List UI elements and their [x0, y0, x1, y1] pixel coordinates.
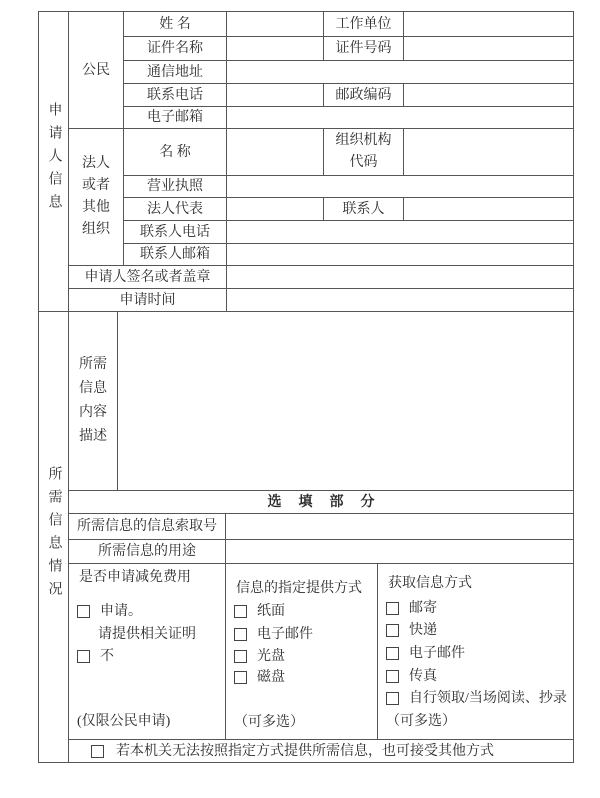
required-section-label: 所需信息情况: [46, 466, 62, 604]
signature-input-cell[interactable]: [227, 266, 574, 289]
option-obtain-email-label: 电子邮件: [409, 646, 465, 661]
email-label: 电子邮箱: [124, 107, 227, 129]
contact-phone-label: 联系人电话: [124, 221, 227, 244]
obtain-method-header: 获取信息方式: [388, 576, 472, 591]
checkbox-pickup-icon[interactable]: [386, 692, 399, 705]
work-unit-input-cell[interactable]: [404, 12, 574, 37]
fallback-option-cell: [69, 740, 574, 763]
cert-no-input-cell[interactable]: [404, 37, 574, 61]
option-obtain-fax-label: 传真: [409, 669, 437, 684]
option-fee-apply-label: 申请。: [100, 604, 142, 619]
fee-footnote: (仅限公民申请): [77, 714, 171, 729]
legal-rep-input-cell[interactable]: [227, 198, 324, 221]
apply-time-input-cell[interactable]: [227, 289, 574, 312]
option-fee-apply[interactable]: [77, 604, 225, 619]
option-provide-disk-label: 磁盘: [257, 670, 285, 685]
checkbox-fee-apply-icon[interactable]: [77, 605, 90, 618]
option-provide-email-label: 电子邮件: [257, 627, 313, 642]
license-label: 营业执照: [124, 176, 227, 198]
applicant-info-table: [38, 11, 574, 312]
address-label: 通信地址: [124, 61, 227, 84]
org-code-label: 组织机构代码: [335, 133, 392, 170]
citizen-group-label: 公民: [69, 12, 124, 129]
contact-email-input-cell[interactable]: [227, 244, 574, 266]
applicant-section-label: 申请人信息: [46, 102, 62, 217]
fee-proof-note: 请提供相关证明: [98, 627, 196, 642]
obtain-method-column: [378, 564, 574, 740]
checkbox-disk-icon[interactable]: [234, 671, 247, 684]
obtain-footnote: （可多选）: [386, 714, 456, 729]
applicant-section-cell: [39, 12, 69, 312]
work-unit-label: 工作单位: [324, 12, 404, 37]
option-provide-cd[interactable]: [234, 649, 377, 664]
option-provide-disk[interactable]: [234, 670, 377, 685]
fee-waiver-header: 是否申请减免费用: [79, 570, 191, 585]
index-no-label: 所需信息的信息索取号: [69, 514, 226, 540]
name-label: 姓 名: [124, 12, 227, 37]
checkbox-cd-icon[interactable]: [234, 650, 247, 663]
org-group-label: 法人或者其他组织: [82, 156, 110, 237]
checkbox-fallback-icon[interactable]: [91, 745, 104, 758]
provide-method-header: 信息的指定提供方式: [236, 581, 362, 596]
contact-phone-input-cell[interactable]: [227, 221, 574, 244]
contact-input-cell[interactable]: [404, 198, 574, 221]
name-input-cell[interactable]: [227, 12, 324, 37]
org-code-cell: [324, 129, 404, 176]
option-obtain-pickup[interactable]: [386, 691, 573, 706]
required-section-cell: [39, 312, 69, 763]
apply-time-label: 申请时间: [69, 289, 227, 312]
option-obtain-mail[interactable]: [386, 601, 573, 616]
option-fee-no[interactable]: [77, 649, 225, 664]
option-obtain-email[interactable]: [386, 646, 573, 661]
org-name-label: 名 称: [124, 129, 227, 176]
checkbox-obtain-email-icon[interactable]: [386, 647, 399, 660]
cert-name-input-cell[interactable]: [227, 37, 324, 61]
contact-email-label: 联系人邮箱: [124, 244, 227, 266]
content-desc-cell: [69, 312, 118, 491]
option-provide-paper[interactable]: [234, 604, 377, 619]
required-info-table: [38, 311, 574, 763]
postcode-input-cell[interactable]: [404, 84, 574, 107]
checkbox-fax-icon[interactable]: [386, 670, 399, 683]
option-fallback[interactable]: [91, 744, 573, 759]
content-desc-label: 所需信息内容描述: [79, 357, 107, 444]
email-input-cell[interactable]: [227, 107, 574, 129]
option-obtain-fax[interactable]: [386, 669, 573, 684]
optional-section-header: 选填部分: [69, 491, 574, 514]
org-code-input-cell[interactable]: [404, 129, 574, 176]
org-name-input-cell[interactable]: [227, 129, 324, 176]
postcode-label: 邮政编码: [324, 84, 404, 107]
option-obtain-express-label: 快递: [409, 623, 437, 638]
option-fallback-label: 若本机关无法按照指定方式提供所需信息，也可接受其他方式: [116, 743, 494, 759]
option-provide-email[interactable]: [234, 627, 377, 642]
option-provide-cd-label: 光盘: [257, 649, 285, 664]
legal-rep-label: 法人代表: [124, 198, 227, 221]
purpose-input-cell[interactable]: [226, 540, 574, 564]
provide-method-column: [226, 564, 378, 740]
checkbox-fee-no-icon[interactable]: [77, 650, 90, 663]
license-input-cell[interactable]: [227, 176, 574, 198]
option-obtain-mail-label: 邮寄: [409, 601, 437, 616]
checkbox-mail-icon[interactable]: [386, 602, 399, 615]
contact-label: 联系人: [324, 198, 404, 221]
form-table: [38, 11, 573, 763]
phone-input-cell[interactable]: [227, 84, 324, 107]
cert-no-label: 证件号码: [324, 37, 404, 61]
address-input-cell[interactable]: [227, 61, 574, 84]
cert-name-label: 证件名称: [124, 37, 227, 61]
content-desc-input-cell[interactable]: [118, 312, 574, 491]
index-no-input-cell[interactable]: [226, 514, 574, 540]
purpose-label: 所需信息的用途: [69, 540, 226, 564]
option-provide-paper-label: 纸面: [257, 604, 285, 619]
provide-footnote: （可多选）: [234, 715, 304, 730]
option-obtain-express[interactable]: [386, 623, 573, 638]
option-obtain-pickup-label: 自行领取/当场阅读、抄录: [409, 691, 567, 706]
option-fee-no-label: 不: [100, 649, 114, 664]
fee-waiver-column: [69, 564, 226, 740]
phone-label: 联系电话: [124, 84, 227, 107]
checkbox-provide-email-icon[interactable]: [234, 628, 247, 641]
org-group-cell: [69, 129, 124, 266]
checkbox-paper-icon[interactable]: [234, 605, 247, 618]
checkbox-express-icon[interactable]: [386, 624, 399, 637]
signature-label: 申请人签名或者盖章: [69, 266, 227, 289]
